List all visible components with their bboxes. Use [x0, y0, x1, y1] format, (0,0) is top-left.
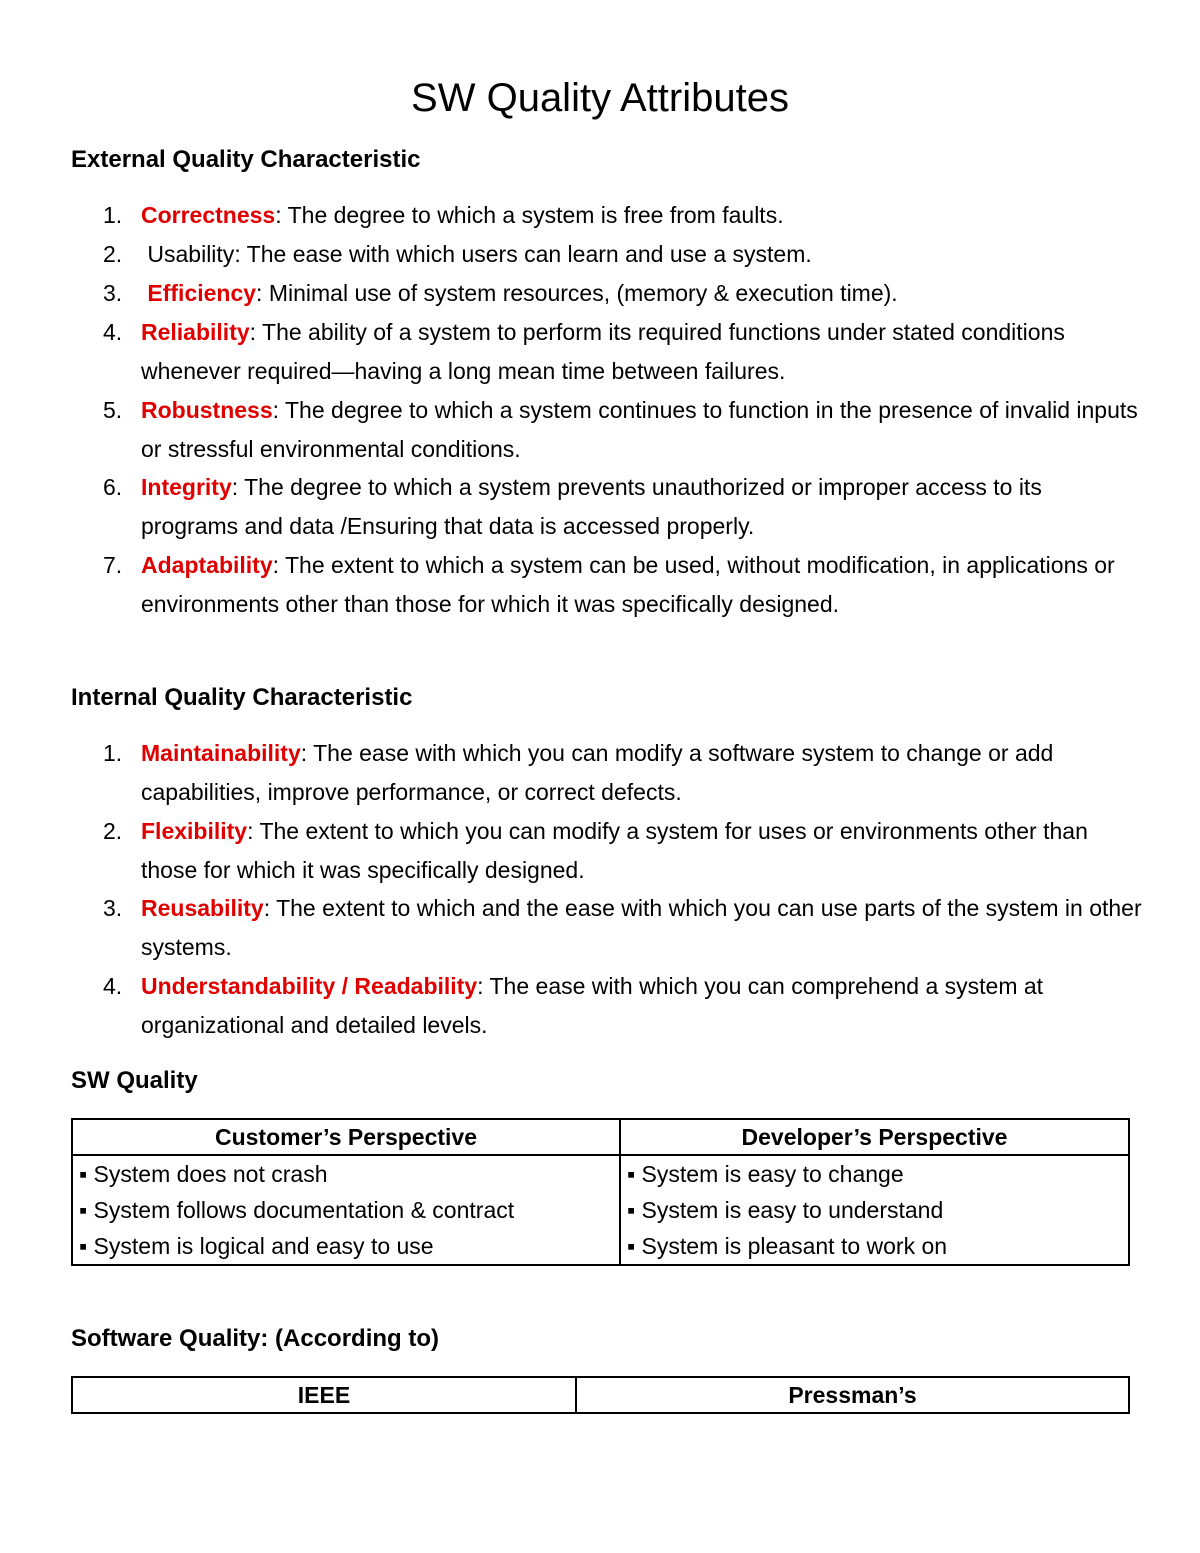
item-desc: : The degree to which a system continues to function in the presence of invalid inputs or stressful environmental conditions. — [141, 397, 1138, 462]
list-item: ▪ System does not crash — [79, 1161, 328, 1187]
customer-perspective-cell — [72, 1155, 620, 1265]
sw-quality-heading: SW Quality — [71, 1067, 198, 1094]
page-title: SW Quality Attributes — [411, 76, 789, 120]
software-quality-heading: Software Quality: (According to) — [71, 1325, 440, 1352]
external-item-7 — [103, 546, 1143, 623]
internal-item-4 — [103, 967, 1143, 1044]
item-term: Maintainability — [141, 740, 301, 766]
item-desc: : Minimal use of system resources, (memory & execution time). — [256, 280, 898, 306]
item-number: 5. — [103, 397, 123, 423]
internal-item-3 — [103, 889, 1143, 966]
item-term: Correctness — [141, 202, 276, 228]
item-number: 4. — [103, 319, 123, 345]
item-term: Efficiency — [147, 280, 257, 306]
software-quality-table — [71, 1376, 1130, 1414]
item-term: Integrity — [141, 474, 232, 500]
item-term: Reusability — [141, 895, 264, 921]
external-item-4 — [103, 313, 1143, 390]
item-desc: : The ease with which users can learn and use a system. — [234, 241, 812, 267]
item-desc: : The ease with which you can comprehend a system at organizational and detailed levels. — [141, 973, 1044, 1038]
item-term: Usability — [147, 241, 235, 267]
item-desc: : The ease with which you can modify a software system to change or add capabilities, improve performance, or correct defects. — [141, 740, 1054, 805]
internal-item-2 — [103, 812, 1143, 889]
list-item: ▪ System follows documentation & contract — [79, 1197, 515, 1223]
item-desc: : The degree to which a system prevents unauthorized or improper access to its programs and data /Ensuring that data is accessed properly. — [141, 474, 1042, 539]
external-item-2 — [103, 235, 1143, 274]
item-desc: : The extent to which a system can be used, without modification, in applications or environments other than those for which it was specifically designed. — [141, 552, 1115, 617]
item-desc: : The extent to which and the ease with which you can use parts of the system in other systems. — [141, 895, 1142, 960]
item-desc: : The degree to which a system is free from faults. — [275, 202, 784, 228]
item-desc: : The ability of a system to perform its required functions under stated conditions whenever required—having a long mean time between failures. — [141, 319, 1065, 384]
item-number: 3. — [103, 280, 123, 306]
developer-perspective-cell — [620, 1155, 1129, 1265]
item-number: 7. — [103, 552, 123, 578]
item-number: 4. — [103, 973, 123, 999]
item-desc: : The extent to which you can modify a system for uses or environments other than those for which it was specifically designed. — [141, 818, 1088, 883]
external-item-5 — [103, 391, 1143, 468]
list-item: ▪ System is logical and easy to use — [79, 1233, 434, 1259]
internal-heading: Internal Quality Characteristic — [71, 684, 413, 711]
pressman-header: Pressman’s — [576, 1377, 1129, 1413]
internal-item-1 — [103, 734, 1143, 811]
item-number: 1. — [103, 202, 123, 228]
external-item-3 — [103, 274, 1143, 313]
list-item: ▪ System is easy to change — [627, 1161, 904, 1187]
item-number: 2. — [103, 818, 123, 844]
item-term: Understandability / Readability — [141, 973, 478, 999]
list-item: ▪ System is pleasant to work on — [627, 1233, 948, 1259]
item-number: 2. — [103, 241, 123, 267]
customer-perspective-header: Customer’s Perspective — [72, 1119, 620, 1155]
sw-quality-table — [71, 1118, 1130, 1266]
developer-perspective-header: Developer’s Perspective — [620, 1119, 1129, 1155]
external-item-1 — [103, 196, 1143, 235]
item-term: Robustness — [141, 397, 273, 423]
list-item: ▪ System is easy to understand — [627, 1197, 944, 1223]
external-item-6 — [103, 468, 1143, 545]
item-term: Adaptability — [141, 552, 273, 578]
item-number: 6. — [103, 474, 123, 500]
item-number: 1. — [103, 740, 123, 766]
ieee-header: IEEE — [72, 1377, 576, 1413]
item-number: 3. — [103, 895, 123, 921]
external-heading: External Quality Characteristic — [71, 146, 421, 173]
item-term: Reliability — [141, 319, 250, 345]
item-term: Flexibility — [141, 818, 248, 844]
